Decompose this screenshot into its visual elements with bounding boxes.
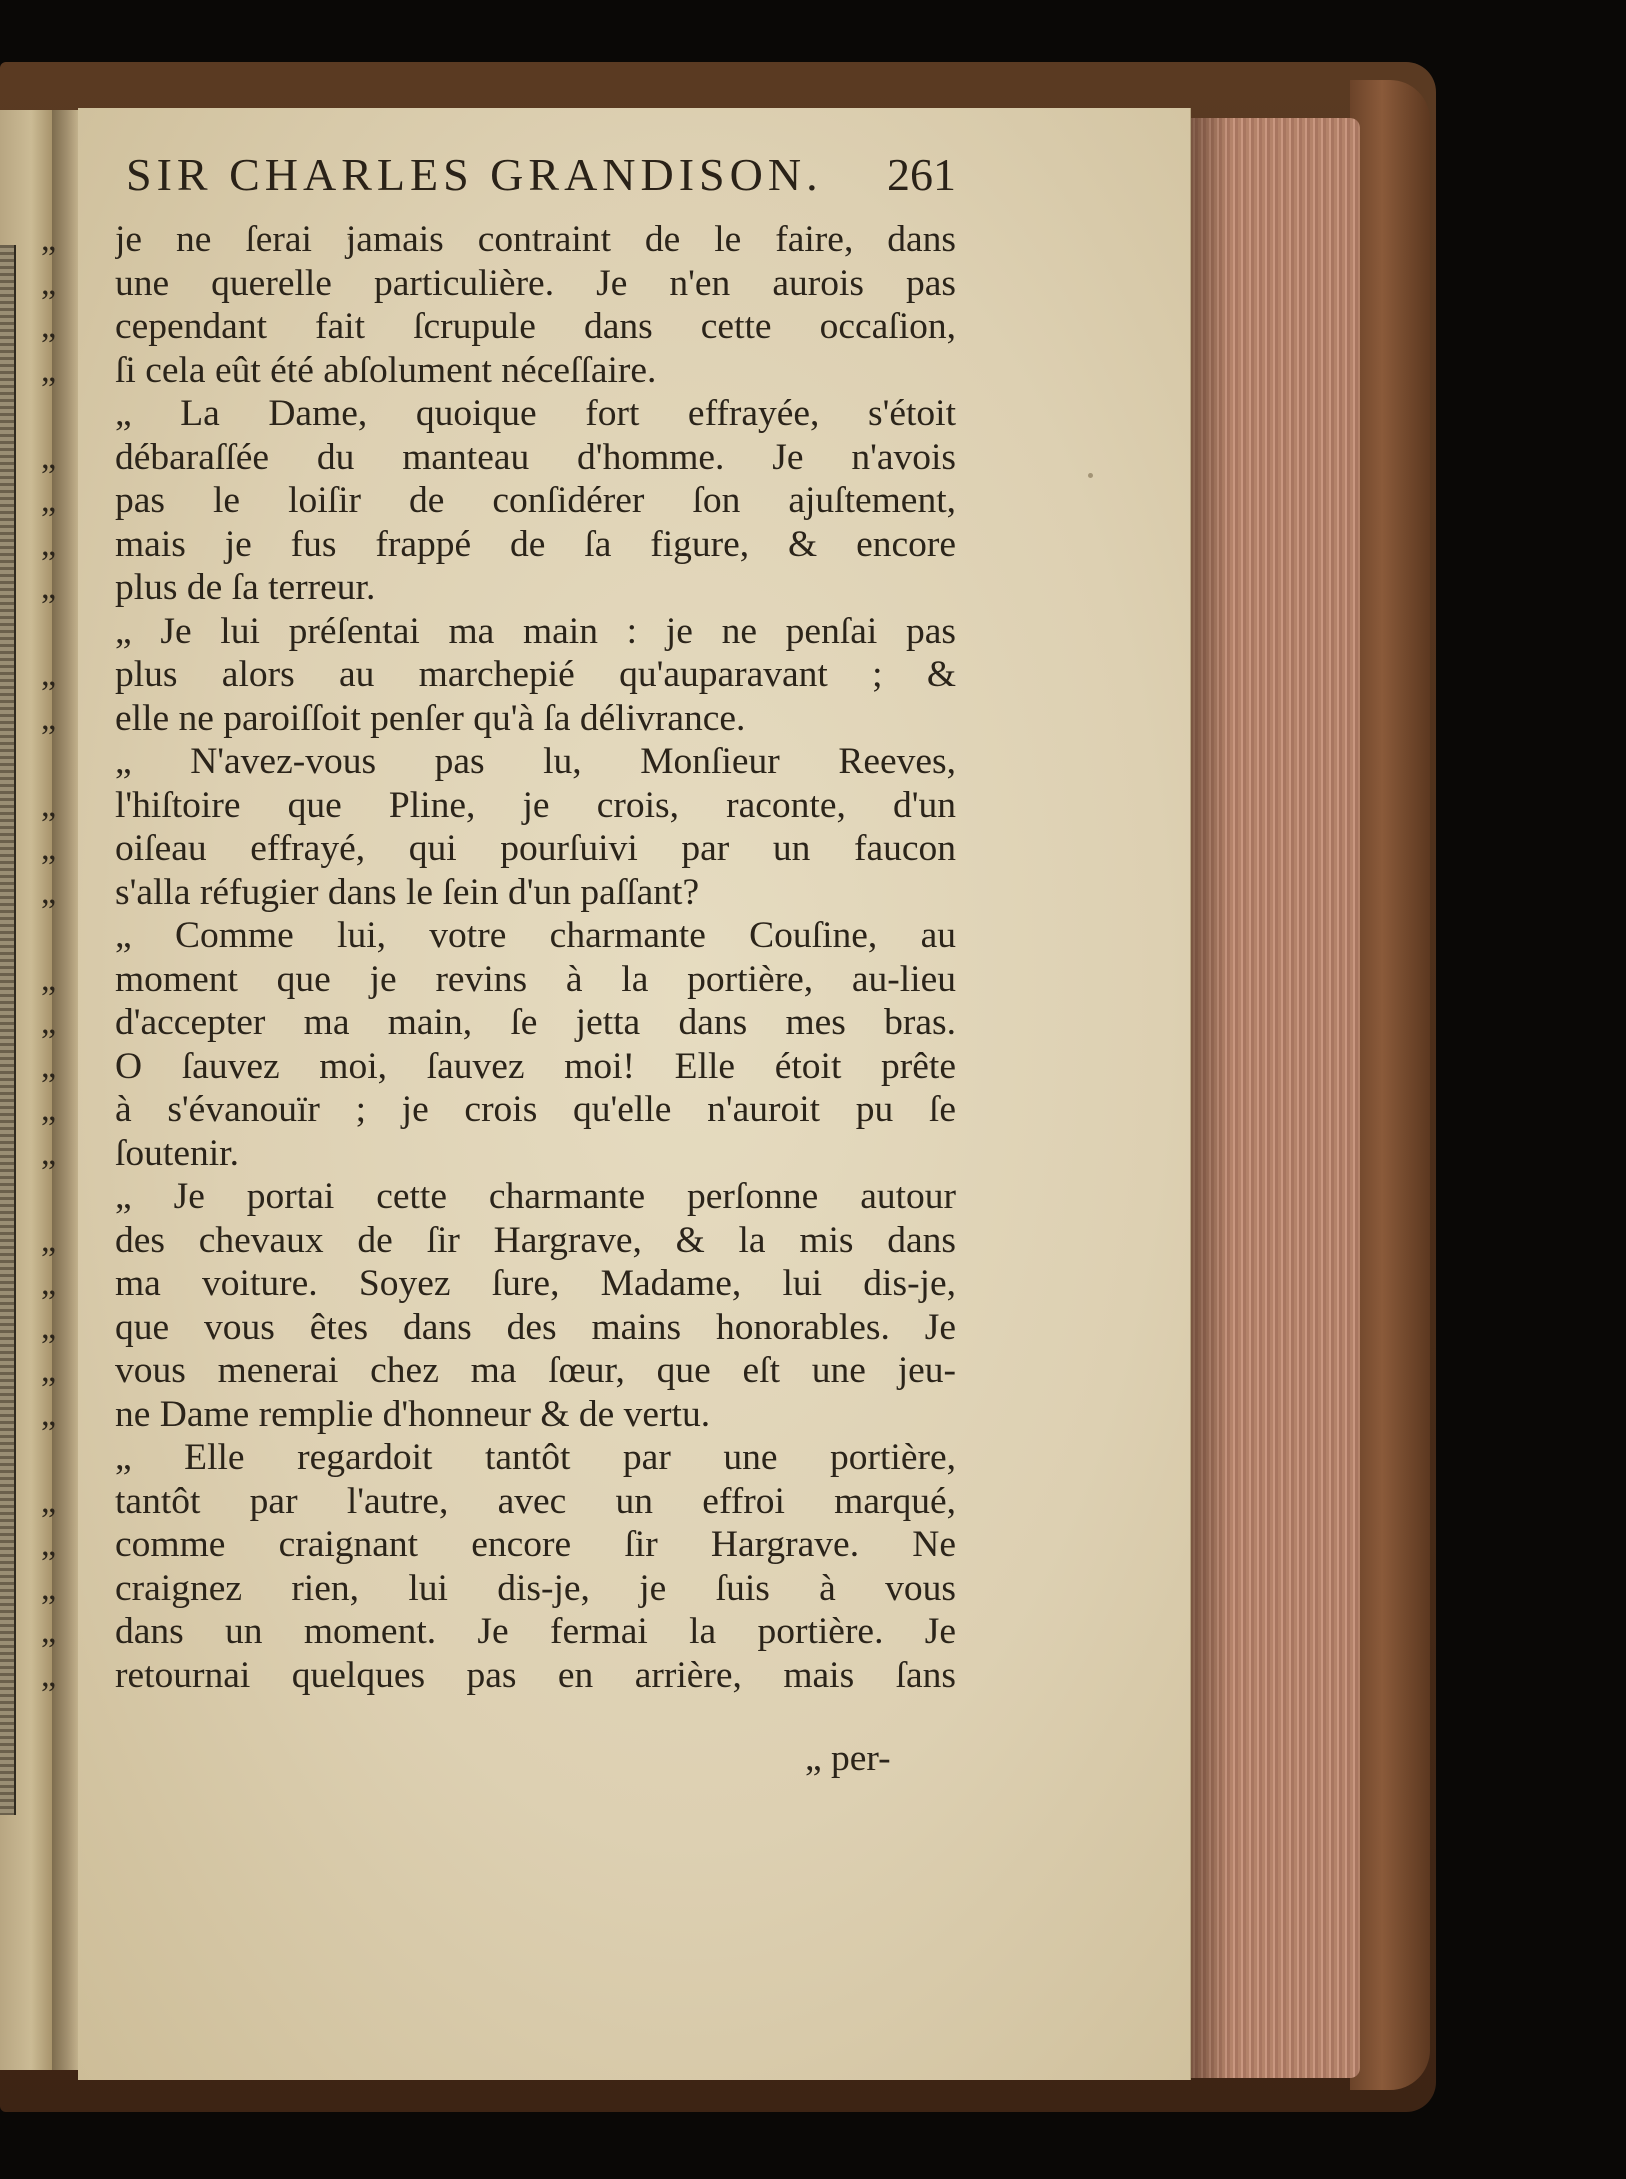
text-line — [41, 827, 966, 871]
text-line — [41, 1262, 966, 1306]
line-text: ma voiture. Soyez ſure, Madame, lui dis-je, — [115, 1263, 956, 1304]
body-text — [41, 218, 966, 1697]
line-text: à s'évanouïr ; je crois qu'elle n'auroit pu ſe — [115, 1089, 956, 1130]
text-line — [41, 1349, 966, 1393]
quote-mark: „ — [41, 1352, 57, 1389]
quote-mark: „ — [41, 1004, 57, 1041]
text-line — [41, 1523, 966, 1567]
text-line — [41, 697, 966, 741]
line-text: mais je fus frappé de ſa figure, & encore — [115, 523, 956, 565]
text-line — [41, 1045, 966, 1089]
line-text: s'alla réfugier dans le ſein d'un paſſant? — [115, 871, 700, 913]
catchword: „ per- — [805, 1738, 891, 1779]
text-line — [41, 349, 966, 393]
quote-mark: „ — [41, 1091, 57, 1128]
quote-mark: „ — [41, 1265, 57, 1302]
text-line — [41, 1132, 966, 1176]
line-text: des chevaux de ſir Hargrave, & la mis dans — [115, 1219, 956, 1261]
text-line — [41, 784, 966, 828]
quote-mark: „ — [41, 699, 57, 737]
quote-mark: „ — [41, 1134, 57, 1172]
line-text: O ſauvez moi, ſauvez moi! Elle étoit prête — [115, 1045, 956, 1087]
line-text: „ La Dame, quoique fort effrayée, s'étoit — [115, 393, 956, 434]
quote-mark: „ — [41, 786, 57, 824]
line-text: „ Comme lui, votre charmante Couſine, au — [115, 915, 956, 956]
text-line — [41, 1610, 966, 1654]
book-cover-edge — [1350, 80, 1430, 2090]
line-text: comme craignant encore ſir Hargrave. Ne — [115, 1524, 956, 1565]
fore-edge-shadow — [1190, 118, 1230, 2078]
line-text: dans un moment. Je fermai la portière. Je — [115, 1611, 956, 1652]
line-text: que vous êtes dans des mains honorables. Je — [115, 1306, 956, 1348]
quote-mark: „ — [41, 264, 57, 302]
quote-mark: „ — [41, 1656, 57, 1694]
text-line — [41, 566, 966, 610]
quote-mark: „ — [41, 351, 57, 389]
line-text: moment que je revins à la portière, au-lieu — [115, 958, 956, 1000]
text-line — [41, 740, 966, 784]
text-line — [41, 479, 966, 523]
line-text: „ Je portai cette charmante perſonne autour — [115, 1176, 956, 1217]
line-text: une querelle particulière. Je n'en aurois pas — [115, 262, 956, 304]
quote-mark: „ — [41, 1308, 57, 1346]
text-line — [41, 1393, 966, 1437]
text-line — [41, 610, 966, 654]
quote-mark: „ — [41, 1482, 57, 1520]
text-line — [41, 523, 966, 567]
engraved-plate-edge — [0, 245, 16, 1815]
text-line — [41, 653, 966, 697]
line-text: oiſeau effrayé, qui pourſuivi par un faucon — [115, 828, 956, 869]
quote-mark: „ — [41, 1221, 57, 1259]
quote-mark: „ — [41, 221, 57, 258]
line-text: „ N'avez-vous pas lu, Monſieur Reeves, — [115, 741, 956, 782]
quote-mark: „ — [41, 1047, 57, 1085]
quote-mark: „ — [41, 438, 57, 476]
line-text: „ Je lui préſentai ma main : je ne penſai pas — [115, 610, 956, 652]
quote-mark: „ — [41, 1613, 57, 1650]
quote-mark: „ — [41, 482, 57, 519]
quote-mark: „ — [41, 308, 57, 345]
quote-mark: „ — [41, 960, 57, 998]
line-text: vous menerai chez ma ſœur, que eſt une jeu- — [115, 1350, 956, 1391]
quote-mark: „ — [41, 1395, 57, 1433]
text-line — [41, 1480, 966, 1524]
line-text: débaraſſée du manteau d'homme. Je n'avois — [115, 436, 956, 478]
quote-mark: „ — [41, 569, 57, 606]
text-line — [41, 305, 966, 349]
text-line — [41, 1088, 966, 1132]
line-text: cependant fait ſcrupule dans cette occaſion, — [115, 306, 956, 347]
quote-mark: „ — [41, 873, 57, 911]
line-text: elle ne paroiſſoit penſer qu'à ſa délivrance. — [115, 697, 746, 739]
text-line — [41, 436, 966, 480]
quote-mark: „ — [41, 1569, 57, 1607]
line-text: pas le loiſir de conſidérer ſon ajuſtement, — [115, 480, 956, 521]
quote-mark: „ — [41, 656, 57, 693]
line-text: ne Dame remplie d'honneur & de vertu. — [115, 1393, 711, 1435]
text-line — [41, 1654, 966, 1698]
paper-speck — [1088, 473, 1093, 478]
line-text: ſoutenir. — [115, 1132, 239, 1174]
line-text: l'hiſtoire que Pline, je crois, raconte, d'un — [115, 784, 956, 826]
page-number: 261 — [887, 149, 956, 200]
quote-mark: „ — [41, 1526, 57, 1563]
text-line — [41, 871, 966, 915]
text-line — [41, 1001, 966, 1045]
text-line — [41, 1219, 966, 1263]
running-header — [126, 148, 956, 208]
line-text: je ne ſerai jamais contraint de le faire, dans — [115, 219, 956, 260]
line-text: ſi cela eût été abſolument néceſſaire. — [115, 349, 657, 391]
text-line — [41, 958, 966, 1002]
quote-mark: „ — [41, 830, 57, 867]
text-line — [41, 1306, 966, 1350]
text-line — [41, 1567, 966, 1611]
running-title: SIR CHARLES GRANDISON. — [126, 149, 823, 200]
text-line — [41, 392, 966, 436]
text-line — [41, 914, 966, 958]
text-line — [41, 218, 966, 262]
line-text: tantôt par l'autre, avec un effroi marqué, — [115, 1480, 956, 1522]
line-text: „ Elle regardoit tantôt par une portière, — [115, 1437, 956, 1478]
text-line — [41, 262, 966, 306]
quote-mark: „ — [41, 525, 57, 563]
line-text: craignez rien, lui dis-je, je ſuis à vous — [115, 1567, 956, 1609]
text-line — [41, 1175, 966, 1219]
line-text: d'accepter ma main, ſe jetta dans mes bras. — [115, 1002, 956, 1043]
line-text: plus alors au marchepié qu'auparavant ; & — [115, 654, 956, 695]
line-text: retournai quelques pas en arrière, mais ſans — [115, 1654, 956, 1696]
text-line — [41, 1436, 966, 1480]
line-text: plus de ſa terreur. — [115, 567, 376, 608]
